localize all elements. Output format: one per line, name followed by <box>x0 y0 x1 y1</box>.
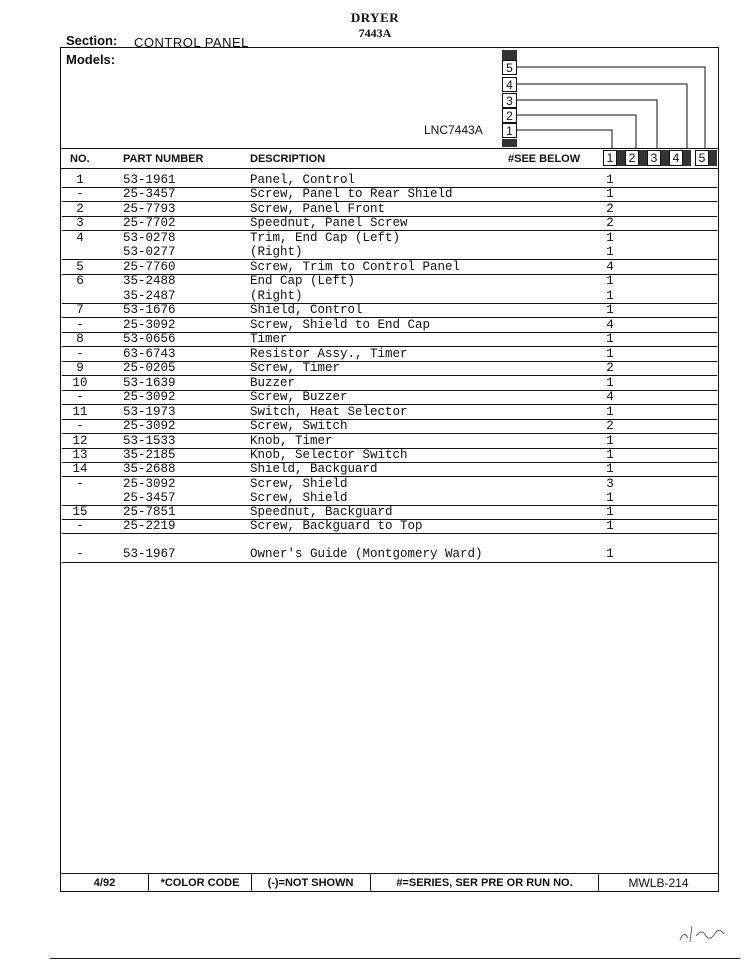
row-description: Resistor Assy., Timer <box>250 347 408 361</box>
row-qty: 1 <box>606 245 614 259</box>
row-qty: 1 <box>606 231 614 245</box>
row-description: Panel, Control <box>250 173 356 187</box>
row-qty: 1 <box>606 462 614 476</box>
footer-sep <box>148 873 149 892</box>
row-description: Screw, Timer <box>250 361 341 375</box>
model-number: 7443A <box>358 26 392 40</box>
model-box-5: 5 <box>502 60 517 75</box>
col-see-below: #SEE BELOW <box>508 153 581 165</box>
row-no: 2 <box>76 202 84 216</box>
row-no: 12 <box>72 434 88 448</box>
footer-sep <box>251 873 252 892</box>
row-no: - <box>76 347 84 361</box>
row-description: Screw, Panel Front <box>250 202 386 216</box>
model-col-5: 5 <box>695 150 709 166</box>
row-description: Screw, Shield <box>250 491 348 505</box>
row-description: Speednut, Backguard <box>250 505 393 519</box>
row-part-number: 35-2487 <box>123 289 176 303</box>
row-qty: 1 <box>606 519 614 533</box>
row-part-number: 25-3092 <box>123 390 176 404</box>
row-no: 8 <box>76 332 84 346</box>
model-col-shade-2 <box>639 150 647 166</box>
row-no: 7 <box>76 303 84 317</box>
model-col-shade-5 <box>709 150 717 166</box>
model-name: LNC7443A <box>424 123 483 137</box>
row-qty: 1 <box>606 434 614 448</box>
row-description: Screw, Trim to Control Panel <box>250 260 461 274</box>
row-part-number: 53-0278 <box>123 231 176 245</box>
row-no: - <box>76 419 84 433</box>
row-no: 4 <box>76 231 84 245</box>
row-part-number: 25-2219 <box>123 519 176 533</box>
row-description: Screw, Backguard to Top <box>250 519 423 533</box>
col-no: NO. <box>70 153 90 165</box>
row-qty: 1 <box>606 448 614 462</box>
handwritten-mark <box>676 918 736 948</box>
row-part-number: 25-0205 <box>123 361 176 375</box>
row-no: 1 <box>76 173 84 187</box>
row-part-number: 25-7793 <box>123 202 176 216</box>
row-qty: 2 <box>606 419 614 433</box>
row-no: 6 <box>76 274 84 288</box>
model-col-shade-3 <box>661 150 669 166</box>
row-qty: 2 <box>606 361 614 375</box>
row-no: 14 <box>72 462 88 476</box>
col-description: DESCRIPTION <box>250 153 326 165</box>
header-rule <box>60 148 719 149</box>
row-no: 13 <box>72 448 88 462</box>
row-rule <box>62 533 717 534</box>
row-no: 3 <box>76 216 84 230</box>
row-description: Owner's Guide (Montgomery Ward) <box>250 547 483 561</box>
row-part-number: 53-0656 <box>123 332 176 346</box>
row-part-number: 25-7702 <box>123 216 176 230</box>
row-qty: 1 <box>606 547 614 561</box>
footer-date: 4/92 <box>93 877 116 889</box>
footer-sep <box>370 873 371 892</box>
row-qty: 1 <box>606 491 614 505</box>
row-qty: 1 <box>606 347 614 361</box>
footer-sep <box>598 873 599 892</box>
row-no: 11 <box>72 405 88 419</box>
row-qty: 1 <box>606 187 614 201</box>
row-description: Knob, Selector Switch <box>250 448 408 462</box>
row-no: 15 <box>72 505 88 519</box>
row-part-number: 53-1967 <box>123 547 176 561</box>
model-box-3: 3 <box>502 93 517 108</box>
appliance-title: DRYER <box>350 10 400 25</box>
row-qty: 3 <box>606 477 614 491</box>
row-description: Screw, Switch <box>250 419 348 433</box>
row-part-number: 53-1639 <box>123 376 176 390</box>
row-part-number: 35-2488 <box>123 274 176 288</box>
model-col-shade-4 <box>683 150 691 166</box>
row-no: 9 <box>76 361 84 375</box>
row-part-number: 53-1973 <box>123 405 176 419</box>
section-label: Section: <box>66 33 118 48</box>
row-part-number: 53-0277 <box>123 245 176 259</box>
row-no: - <box>76 318 84 332</box>
row-description: Speednut, Panel Screw <box>250 216 408 230</box>
row-part-number: 25-3457 <box>123 491 176 505</box>
page-bottom-rule <box>50 958 740 959</box>
row-description: Switch, Heat Selector <box>250 405 408 419</box>
row-part-number: 25-7760 <box>123 260 176 274</box>
row-qty: 2 <box>606 202 614 216</box>
row-part-number: 35-2185 <box>123 448 176 462</box>
footer-color-code: *COLOR CODE <box>160 877 240 889</box>
row-qty: 1 <box>606 274 614 288</box>
model-box-2: 2 <box>502 108 517 123</box>
row-no: - <box>76 547 84 561</box>
row-qty: 2 <box>606 216 614 230</box>
col-part-number: PART NUMBER <box>123 153 204 165</box>
row-description: Screw, Shield to End Cap <box>250 318 431 332</box>
row-description: Screw, Shield <box>250 477 348 491</box>
row-part-number: 25-3457 <box>123 187 176 201</box>
footer-series: #=SERIES, SER PRE OR RUN NO. <box>396 877 573 889</box>
row-description: (Right) <box>250 289 303 303</box>
model-col-2: 2 <box>625 150 639 166</box>
row-description: Shield, Control <box>250 303 363 317</box>
column-header-rule <box>60 168 719 169</box>
row-no: - <box>76 477 84 491</box>
row-part-number: 63-6743 <box>123 347 176 361</box>
row-qty: 1 <box>606 173 614 187</box>
row-qty: 1 <box>606 289 614 303</box>
models-label: Models: <box>66 52 116 67</box>
footer-doc-code: MWLB-214 <box>628 876 689 890</box>
row-description: (Right) <box>250 245 303 259</box>
row-part-number: 53-1676 <box>123 303 176 317</box>
model-col-1: 1 <box>603 150 617 166</box>
row-description: Buzzer <box>250 376 296 390</box>
row-description: Timer <box>250 332 288 346</box>
model-box-4: 4 <box>502 77 517 92</box>
row-no: - <box>76 390 84 404</box>
row-no: - <box>76 187 84 201</box>
row-part-number: 25-3092 <box>123 318 176 332</box>
footer-not-shown: (-)=NOT SHOWN <box>267 877 354 889</box>
row-qty: 1 <box>606 405 614 419</box>
model-box-1: 1 <box>502 123 517 138</box>
row-qty: 1 <box>606 505 614 519</box>
row-qty: 4 <box>606 390 614 404</box>
model-col-3: 3 <box>647 150 661 166</box>
model-col-4: 4 <box>669 150 683 166</box>
row-description: Screw, Buzzer <box>250 390 348 404</box>
section-value: CONTROL PANEL <box>134 35 249 50</box>
row-description: Screw, Panel to Rear Shield <box>250 187 453 201</box>
row-description: Knob, Timer <box>250 434 333 448</box>
row-qty: 4 <box>606 318 614 332</box>
row-part-number: 25-7851 <box>123 505 176 519</box>
row-qty: 1 <box>606 376 614 390</box>
row-part-number: 35-2688 <box>123 462 176 476</box>
row-part-number: 53-1961 <box>123 173 176 187</box>
row-description: Shield, Backguard <box>250 462 378 476</box>
row-qty: 1 <box>606 332 614 346</box>
row-part-number: 25-3092 <box>123 419 176 433</box>
row-part-number: 25-3092 <box>123 477 176 491</box>
row-description: End Cap (Left) <box>250 274 356 288</box>
model-col-shade-1 <box>617 150 625 166</box>
row-no: 5 <box>76 260 84 274</box>
row-description: Trim, End Cap (Left) <box>250 231 401 245</box>
row-part-number: 53-1533 <box>123 434 176 448</box>
row-no: - <box>76 519 84 533</box>
row-qty: 4 <box>606 260 614 274</box>
row-qty: 1 <box>606 303 614 317</box>
row-no: 10 <box>72 376 88 390</box>
row-rule <box>62 562 717 563</box>
